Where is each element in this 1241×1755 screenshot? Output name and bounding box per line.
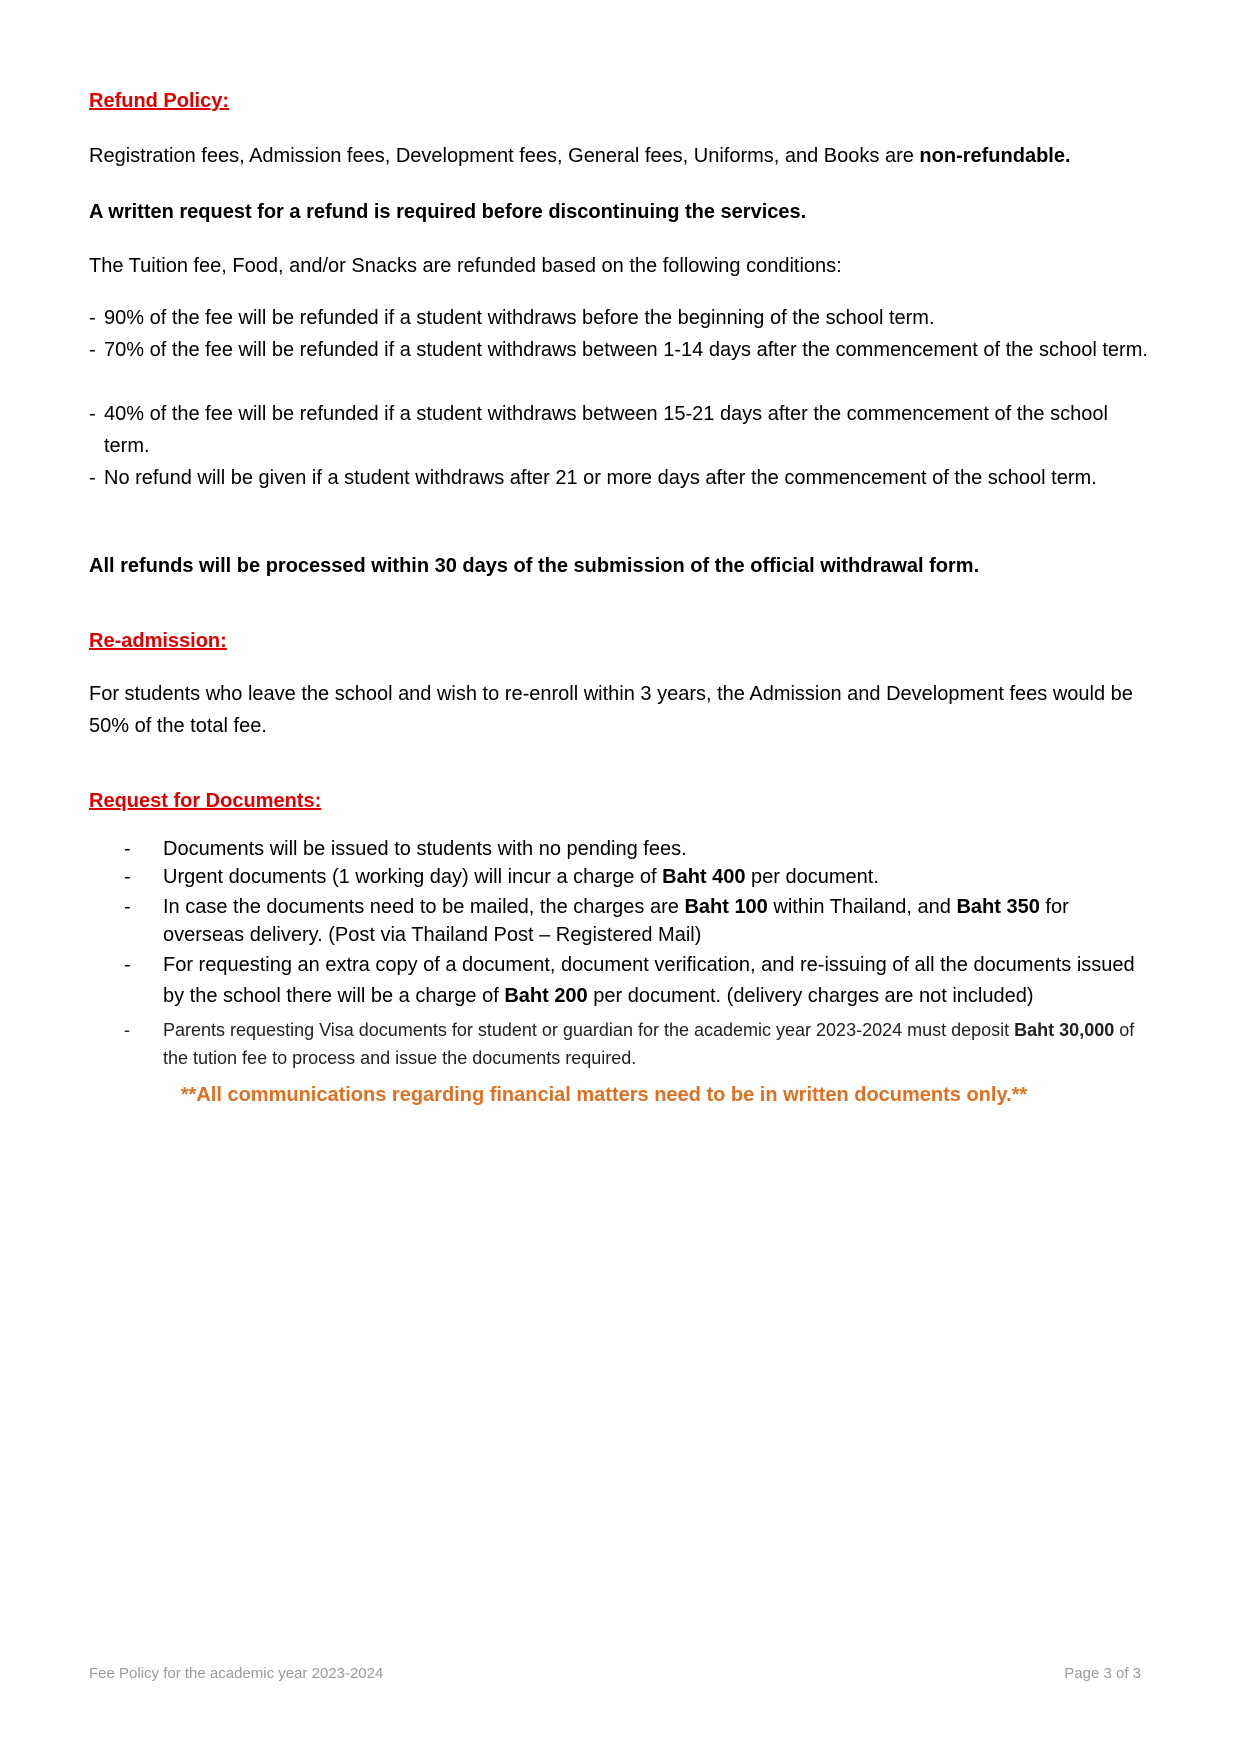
- mail-text: In case the documents need to be mailed, the charges are: [163, 896, 685, 918]
- refund-condition-item: [89, 334, 1149, 366]
- document-rule-text: [163, 950, 1154, 1012]
- non-refundable-emphasis: non-refundable.: [919, 145, 1071, 167]
- dash-bullet: -: [124, 896, 131, 918]
- extra-copy-text: For requesting an extra copy of a document, document verification, and re-issuing of all the documents issued by the school there will be a charge of: [163, 954, 1135, 1007]
- refund-condition-item: [89, 462, 1149, 494]
- visa-deposit: Baht 30,000: [1014, 1020, 1115, 1040]
- non-refundable-text: Registration fees, Admission fees, Development fees, General fees, Uniforms, and Books are: [89, 145, 920, 167]
- footer-title: Fee Policy for the academic year 2023-2024: [89, 1665, 384, 1682]
- urgent-charge: Baht 400: [662, 866, 746, 888]
- mail-text-mid: within Thailand, and: [767, 896, 957, 918]
- page-number: Page 3 of 3: [1064, 1665, 1141, 1682]
- urgent-text-end: per document.: [745, 866, 879, 888]
- overseas-charge: Baht 350: [956, 896, 1040, 918]
- visa-text-end: of the tution fee to process and issue the documents required.: [163, 1020, 1135, 1068]
- dash-bullet: -: [89, 403, 96, 425]
- document-rule-item: [124, 863, 1154, 891]
- dash-bullet: -: [124, 838, 131, 860]
- refund-condition-item: [89, 398, 1149, 462]
- conditions-intro: The Tuition fee, Food, and/or Snacks are refunded based on the following conditions:: [89, 255, 842, 277]
- document-rule-text: [163, 863, 1154, 891]
- dash-bullet: -: [124, 866, 131, 888]
- document-rule-text: [163, 1016, 1154, 1072]
- readmission-heading: Re-admission:: [89, 630, 227, 652]
- dash-bullet: -: [89, 467, 96, 489]
- document-rule-item: [124, 835, 1154, 863]
- document-rule-text: [163, 893, 1154, 949]
- document-rule-item: [124, 1016, 1154, 1072]
- domestic-charge: Baht 100: [684, 896, 768, 918]
- dash-bullet: -: [89, 339, 96, 361]
- mail-text-end: for overseas delivery. (Post via Thailand Post – Registered Mail): [163, 896, 1069, 946]
- refund-condition-text: No refund will be given if a student withdraws after 21 or more days after the commencement of the school term.: [104, 467, 1097, 489]
- dash-bullet: -: [124, 954, 131, 976]
- non-refundable-paragraph: [89, 140, 1149, 172]
- documents-heading: Request for Documents:: [89, 790, 322, 812]
- refund-condition-text: 40% of the fee will be refunded if a student withdraws between 15-21 days after the commencement of the school term.: [104, 403, 1108, 457]
- refund-processing-paragraph: All refunds will be processed within 30 days of the submission of the official withdrawal form.: [89, 555, 980, 577]
- extra-copy-charge: Baht 200: [504, 985, 588, 1007]
- dash-bullet: -: [89, 307, 96, 329]
- document-rule-item: [124, 893, 1154, 949]
- document-rule-text: Documents will be issued to students with no pending fees.: [163, 838, 687, 860]
- urgent-text: Urgent documents (1 working day) will incur a charge of: [163, 866, 663, 888]
- refund-condition-item: [89, 302, 1149, 334]
- refund-condition-text: 90% of the fee will be refunded if a student withdraws before the beginning of the school term.: [104, 307, 935, 329]
- extra-copy-text-end: per document. (delivery charges are not included): [587, 985, 1034, 1007]
- refund-policy-heading: Refund Policy:: [89, 90, 230, 112]
- document-rule-item: [124, 950, 1154, 1012]
- refund-condition-text: 70% of the fee will be refunded if a student withdraws between 1-14 days after the commencement of the school term.: [104, 339, 1148, 361]
- written-request-paragraph: A written request for a refund is required before discontinuing the services.: [89, 201, 807, 223]
- financial-communications-notice: **All communications regarding financial matters need to be in written documents only.**: [180, 1084, 1028, 1106]
- visa-text: Parents requesting Visa documents for student or guardian for the academic year 2023-2024 must deposit: [163, 1020, 1015, 1040]
- dash-bullet: -: [124, 1020, 130, 1040]
- readmission-paragraph: For students who leave the school and wish to re-enroll within 3 years, the Admission and Development fees would be 50% of the total fee.: [89, 683, 1133, 737]
